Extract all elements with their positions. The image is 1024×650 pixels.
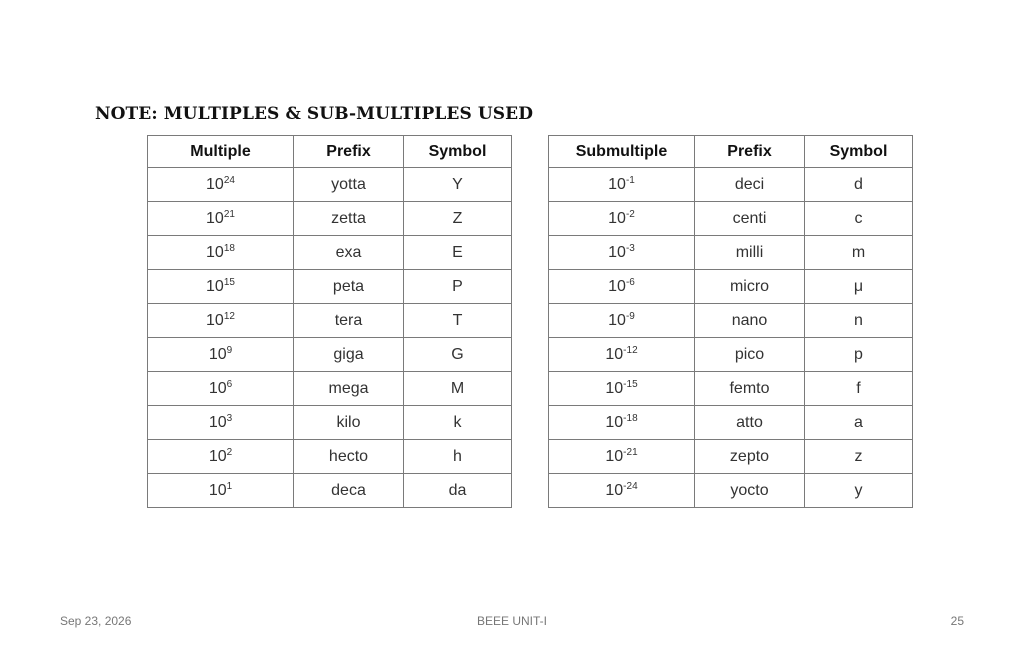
column-header-multiple: Multiple — [148, 136, 294, 168]
slide-heading: NOTE: MULTIPLES & SUB-MULTIPLES USED — [95, 104, 534, 124]
table-row — [148, 406, 512, 440]
symbol-cell: Y — [404, 168, 512, 202]
power-base: 10 — [208, 345, 227, 363]
power-base: 10 — [608, 277, 626, 295]
footer-title: BEEE UNIT-I — [476, 614, 547, 628]
power-base: 10 — [206, 243, 224, 261]
power-base: 10 — [206, 175, 224, 193]
symbol-cell: m — [805, 236, 913, 270]
power-exponent: 9 — [226, 344, 233, 356]
prefix-cell: exa — [294, 236, 404, 270]
footer-page-number: 25 — [950, 614, 964, 628]
power-cell — [148, 338, 294, 372]
power-base: 10 — [605, 481, 624, 499]
power-exponent: -1 — [625, 174, 635, 186]
table-row — [549, 338, 913, 372]
power-exponent: -24 — [623, 480, 638, 492]
power-base: 10 — [605, 345, 624, 363]
symbol-cell: T — [404, 304, 512, 338]
symbol-cell: μ — [805, 270, 913, 304]
symbol-cell: f — [805, 372, 913, 406]
power-base: 10 — [206, 311, 224, 329]
power-exponent: 6 — [226, 378, 233, 390]
power-exponent: 2 — [226, 446, 233, 458]
symbol-cell: G — [404, 338, 512, 372]
power-base: 10 — [206, 209, 224, 227]
power-base: 10 — [608, 175, 626, 193]
table-row — [549, 372, 913, 406]
column-header-prefix: Prefix — [294, 136, 404, 168]
table-row — [148, 372, 512, 406]
power-cell — [148, 406, 294, 440]
column-header-prefix: Prefix — [695, 136, 805, 168]
symbol-cell: p — [805, 338, 913, 372]
column-header-submultiple: Submultiple — [549, 136, 695, 168]
prefix-cell: nano — [695, 304, 805, 338]
table-header-row — [549, 136, 913, 168]
symbol-cell: k — [404, 406, 512, 440]
symbol-cell: y — [805, 474, 913, 508]
power-cell — [549, 236, 695, 270]
power-exponent: -9 — [625, 310, 635, 322]
prefix-cell: deca — [294, 474, 404, 508]
prefix-cell: milli — [695, 236, 805, 270]
power-base: 10 — [605, 413, 624, 431]
power-base: 10 — [605, 447, 624, 465]
power-exponent: -18 — [623, 412, 638, 424]
prefix-cell: mega — [294, 372, 404, 406]
symbol-cell: E — [404, 236, 512, 270]
table-row — [148, 168, 512, 202]
prefix-cell: deci — [695, 168, 805, 202]
table-row — [148, 236, 512, 270]
power-cell — [549, 406, 695, 440]
power-cell — [549, 440, 695, 474]
power-cell — [148, 236, 294, 270]
power-cell — [148, 474, 294, 508]
power-cell — [549, 338, 695, 372]
symbol-cell: h — [404, 440, 512, 474]
power-cell — [549, 202, 695, 236]
symbol-cell: da — [404, 474, 512, 508]
table-row — [549, 406, 913, 440]
power-cell — [549, 372, 695, 406]
power-exponent: -3 — [625, 242, 635, 254]
table-row — [148, 338, 512, 372]
power-exponent: -12 — [623, 344, 638, 356]
prefix-cell: tera — [294, 304, 404, 338]
power-cell — [549, 304, 695, 338]
prefix-cell: hecto — [294, 440, 404, 474]
prefix-cell: giga — [294, 338, 404, 372]
power-cell — [148, 168, 294, 202]
power-base: 10 — [605, 379, 624, 397]
prefix-cell: zetta — [294, 202, 404, 236]
submultiples-table — [548, 135, 913, 508]
power-exponent: 15 — [223, 276, 235, 288]
prefix-cell: kilo — [294, 406, 404, 440]
power-cell — [148, 202, 294, 236]
power-base: 10 — [208, 413, 227, 431]
table-row — [549, 440, 913, 474]
power-exponent: 24 — [223, 174, 235, 186]
power-exponent: -2 — [625, 208, 635, 220]
table-header-row — [148, 136, 512, 168]
multiples-table — [147, 135, 512, 508]
power-exponent: 21 — [223, 208, 235, 220]
symbol-cell: z — [805, 440, 913, 474]
prefix-cell: yocto — [695, 474, 805, 508]
power-base: 10 — [608, 311, 626, 329]
prefix-cell: peta — [294, 270, 404, 304]
symbol-cell: n — [805, 304, 913, 338]
power-base: 10 — [208, 481, 227, 499]
power-exponent: 12 — [223, 310, 235, 322]
table-row — [148, 270, 512, 304]
table-row — [549, 474, 913, 508]
symbol-cell: M — [404, 372, 512, 406]
power-base: 10 — [208, 447, 227, 465]
power-exponent: -6 — [625, 276, 635, 288]
table-row — [148, 440, 512, 474]
table-row — [148, 304, 512, 338]
prefix-cell: pico — [695, 338, 805, 372]
footer-date: Sep 23, 2026 — [60, 614, 132, 628]
power-exponent: 18 — [223, 242, 235, 254]
column-header-symbol: Symbol — [805, 136, 913, 168]
power-exponent: -21 — [623, 446, 638, 458]
prefix-cell: femto — [695, 372, 805, 406]
table-row — [148, 202, 512, 236]
prefix-cell: zepto — [695, 440, 805, 474]
prefix-cell: yotta — [294, 168, 404, 202]
table-row — [549, 304, 913, 338]
power-exponent: 3 — [226, 412, 233, 424]
power-base: 10 — [608, 243, 626, 261]
power-cell — [549, 270, 695, 304]
symbol-cell: d — [805, 168, 913, 202]
table-row — [549, 202, 913, 236]
power-cell — [549, 168, 695, 202]
power-base: 10 — [208, 379, 227, 397]
symbol-cell: a — [805, 406, 913, 440]
table-row — [549, 168, 913, 202]
table-row — [148, 474, 512, 508]
power-cell — [148, 304, 294, 338]
symbol-cell: Z — [404, 202, 512, 236]
symbol-cell: c — [805, 202, 913, 236]
power-cell — [549, 474, 695, 508]
power-exponent: -15 — [623, 378, 638, 390]
power-base: 10 — [608, 209, 626, 227]
power-base: 10 — [206, 277, 224, 295]
table-row — [549, 236, 913, 270]
prefix-cell: centi — [695, 202, 805, 236]
power-cell — [148, 372, 294, 406]
power-cell — [148, 440, 294, 474]
column-header-symbol: Symbol — [404, 136, 512, 168]
symbol-cell: P — [404, 270, 512, 304]
power-cell — [148, 270, 294, 304]
table-row — [549, 270, 913, 304]
power-exponent: 1 — [226, 480, 233, 492]
prefix-cell: micro — [695, 270, 805, 304]
prefix-cell: atto — [695, 406, 805, 440]
